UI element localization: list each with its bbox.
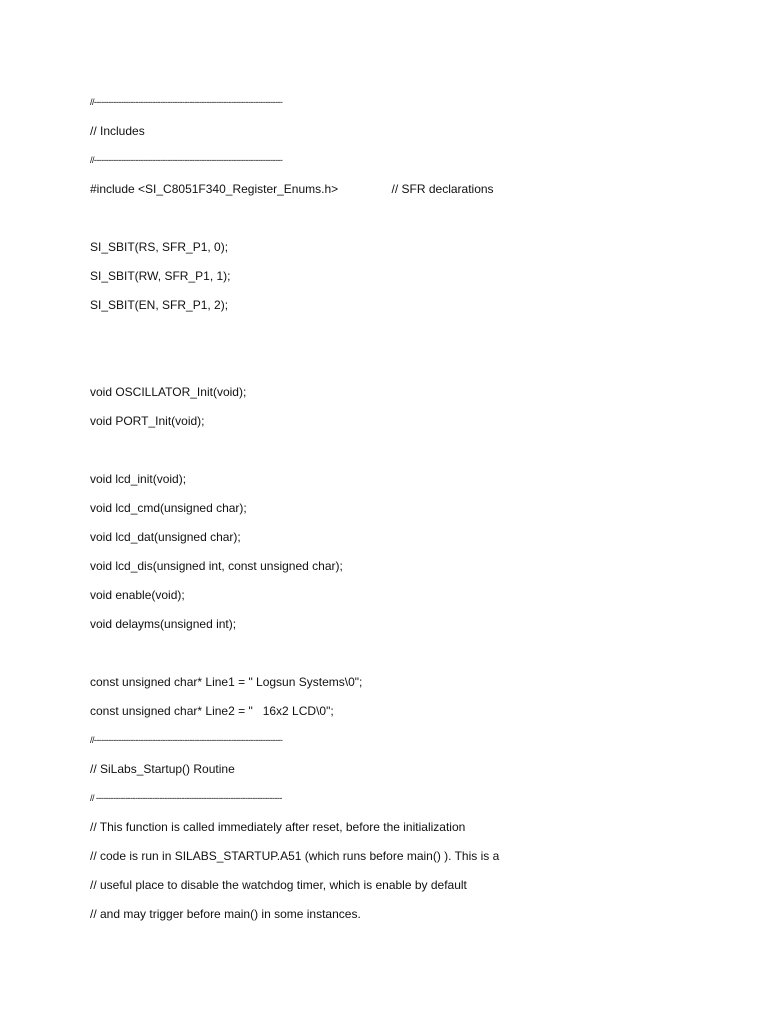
code-line: void PORT_Init(void); bbox=[90, 414, 205, 428]
code-line: #include <SI_C8051F340_Register_Enums.h> // SFR declarations bbox=[90, 182, 494, 196]
code-line: void lcd_dis(unsigned int, const unsigned char); bbox=[90, 559, 343, 573]
code-line: void enable(void); bbox=[90, 588, 185, 602]
code-line: // useful place to disable the watchdog timer, which is enable by default bbox=[90, 878, 467, 892]
code-line: void lcd_dat(unsigned char); bbox=[90, 530, 241, 544]
code-line: //----------------------------------------------------------------------------- bbox=[90, 97, 283, 107]
code-line: void lcd_cmd(unsigned char); bbox=[90, 501, 247, 515]
code-line: SI_SBIT(EN, SFR_P1, 2); bbox=[90, 298, 229, 312]
code-line: void lcd_init(void); bbox=[90, 472, 187, 486]
code-line: // Includes bbox=[90, 124, 145, 138]
code-line: // and may trigger before main() in some instances. bbox=[90, 907, 361, 921]
code-line: const unsigned char* Line2 = " 16x2 LCD\0"; bbox=[90, 704, 334, 718]
code-line bbox=[90, 641, 730, 670]
code-line: const unsigned char* Line1 = " Logsun Systems\0"; bbox=[90, 675, 363, 689]
code-line: // SiLabs_Startup() Routine bbox=[90, 762, 235, 776]
code-line: // code is run in SILABS_STARTUP.A51 (which runs before main() ). This is a bbox=[90, 849, 500, 863]
code-line: SI_SBIT(RS, SFR_P1, 0); bbox=[90, 240, 229, 254]
code-line: void OSCILLATOR_Init(void); bbox=[90, 385, 247, 399]
code-line: // ---------------------------------------------------------------------------- bbox=[90, 793, 282, 803]
code-line: void delayms(unsigned int); bbox=[90, 617, 237, 631]
code-line: //----------------------------------------------------------------------------- bbox=[90, 155, 283, 165]
code-line bbox=[90, 322, 730, 351]
code-line: SI_SBIT(RW, SFR_P1, 1); bbox=[90, 269, 231, 283]
code-line bbox=[90, 438, 730, 467]
code-line: //----------------------------------------------------------------------------- bbox=[90, 735, 283, 745]
code-line: // This function is called immediately after reset, before the initialization bbox=[90, 820, 466, 834]
code-line bbox=[90, 351, 730, 380]
code-line bbox=[90, 206, 730, 235]
code-listing bbox=[90, 90, 730, 931]
